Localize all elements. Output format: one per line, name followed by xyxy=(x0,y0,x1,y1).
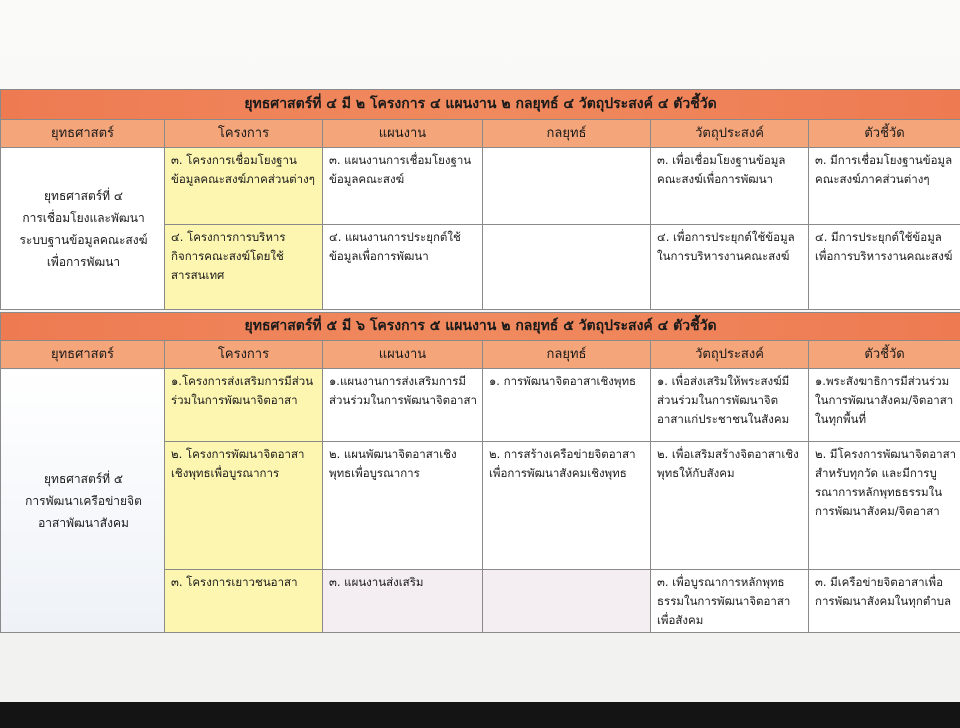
column-header: กลยุทธ์ xyxy=(483,341,651,369)
strategy-line: ยุทธศาสตร์ที่ ๔ xyxy=(44,189,123,203)
tactic-cell xyxy=(483,570,651,633)
plan-cell: ๔. แผนงานการประยุกต์ใช้ข้อมูลเพื่อการพัฒนา xyxy=(323,225,483,310)
strategy-cell xyxy=(1,148,165,310)
column-header: แผนงาน xyxy=(323,120,483,148)
project-cell: ๓. โครงการเยาวชนอาสา xyxy=(165,570,323,633)
indicator-cell: ๑.พระสังฆาธิการมีส่วนร่วมในการพัฒนาสังคม/จิตอาสาในทุกพื้นที่ xyxy=(809,369,960,442)
column-header: โครงการ xyxy=(165,341,323,369)
objective-cell: ๑. เพื่อส่งเสริมให้พระสงฆ์มีส่วนร่วมในการพัฒนาจิตอาสาแก่ประชาชนในสังคม xyxy=(651,369,809,442)
tactic-cell: ๒. การสร้างเครือข่ายจิตอาสาเพื่อการพัฒนาสังคมเชิงพุทธ xyxy=(483,442,651,570)
objective-cell: ๓. เพื่อเชื่อมโยงฐานข้อมูลคณะสงฆ์เพื่อการพัฒนา xyxy=(651,148,809,225)
project-cell: ๔. โครงการการบริหารกิจการคณะสงฆ์โดยใช้สารสนเทศ xyxy=(165,225,323,310)
column-header: กลยุทธ์ xyxy=(483,120,651,148)
column-header: ยุทธศาสตร์ xyxy=(1,120,165,148)
plan-cell: ๑.แผนงานการส่งเสริมการมีส่วนร่วมในการพัฒนาจิตอาสา xyxy=(323,369,483,442)
project-cell: ๑.โครงการส่งเสริมการมีส่วนร่วมในการพัฒนาจิตอาสา xyxy=(165,369,323,442)
plan-cell: ๓. แผนงานส่งเสริม xyxy=(323,570,483,633)
column-header: โครงการ xyxy=(165,120,323,148)
table-title: ยุทธศาสตร์ที่ ๔ มี ๒ โครงการ ๔ แผนงาน ๒ กลยุทธ์ ๔ วัตถุประสงค์ ๔ ตัวชี้วัด xyxy=(1,90,960,120)
indicator-cell: ๓. มีเครือข่ายจิตอาสาเพื่อการพัฒนาสังคมในทุกตำบล xyxy=(809,570,960,633)
table-title: ยุทธศาสตร์ที่ ๕ มี ๖ โครงการ ๕ แผนงาน ๒ กลยุทธ์ ๕ วัตถุประสงค์ ๔ ตัวชี้วัด xyxy=(1,313,960,341)
column-header: ตัวชี้วัด xyxy=(809,120,960,148)
column-header: แผนงาน xyxy=(323,341,483,369)
plan-cell: ๓. แผนงานการเชื่อมโยงฐานข้อมูลคณะสงฆ์ xyxy=(323,148,483,225)
strategy-line: การพัฒนาเครือข่ายจิต xyxy=(25,494,142,508)
strategy-line: เพื่อการพัฒนา xyxy=(46,255,121,269)
strategy-line: อาสาพัฒนาสังคม xyxy=(38,516,129,530)
column-header: วัตถุประสงค์ xyxy=(651,120,809,148)
project-cell: ๒. โครงการพัฒนาจิตอาสาเชิงพุทธเพื่อบูรณาการ xyxy=(165,442,323,570)
tactic-cell xyxy=(483,225,651,310)
strategy-line: ยุทธศาสตร์ที่ ๕ xyxy=(44,472,123,486)
objective-cell: ๓. เพื่อบูรณาการหลักพุทธธรรมในการพัฒนาจิตอาสาเพื่อสังคม xyxy=(651,570,809,633)
table-row xyxy=(1,369,960,442)
indicator-cell: ๓. มีการเชื่อมโยงฐานข้อมูลคณะสงฆ์ภาคส่วนต่างๆ xyxy=(809,148,960,225)
photo-bottom-edge xyxy=(0,702,960,728)
strategy-line: การเชื่อมโยงและพัฒนา xyxy=(22,211,145,225)
strategy-line: ระบบฐานข้อมูลคณะสงฆ์ xyxy=(19,233,148,247)
column-header: ตัวชี้วัด xyxy=(809,341,960,369)
column-header: วัตถุประสงค์ xyxy=(651,341,809,369)
tactic-cell xyxy=(483,148,651,225)
strategy-5-table xyxy=(0,312,960,633)
plan-cell: ๒. แผนพัฒนาจิตอาสาเชิงพุทธเพื่อบูรณาการ xyxy=(323,442,483,570)
strategy-4-table xyxy=(0,89,960,310)
objective-cell: ๔. เพื่อการประยุกต์ใช้ข้อมูลในการบริหารงานคณะสงฆ์ xyxy=(651,225,809,310)
table-row xyxy=(1,148,960,225)
project-cell: ๓. โครงการเชื่อมโยงฐานข้อมูลคณะสงฆ์ภาคส่วนต่างๆ xyxy=(165,148,323,225)
indicator-cell: ๔. มีการประยุกต์ใช้ข้อมูลเพื่อการบริหารงานคณะสงฆ์ xyxy=(809,225,960,310)
indicator-cell: ๒. มีโครงการพัฒนาจิตอาสาสำหรับทุกวัด และมีการบูรณาการหลักพุทธธรรมในการพัฒนาสังคม/จิตอาสา xyxy=(809,442,960,570)
objective-cell: ๒. เพื่อเสริมสร้างจิตอาสาเชิงพุทธให้กับสังคม xyxy=(651,442,809,570)
column-header: ยุทธศาสตร์ xyxy=(1,341,165,369)
strategy-cell xyxy=(1,369,165,633)
tactic-cell: ๑. การพัฒนาจิตอาสาเชิงพุทธ xyxy=(483,369,651,442)
